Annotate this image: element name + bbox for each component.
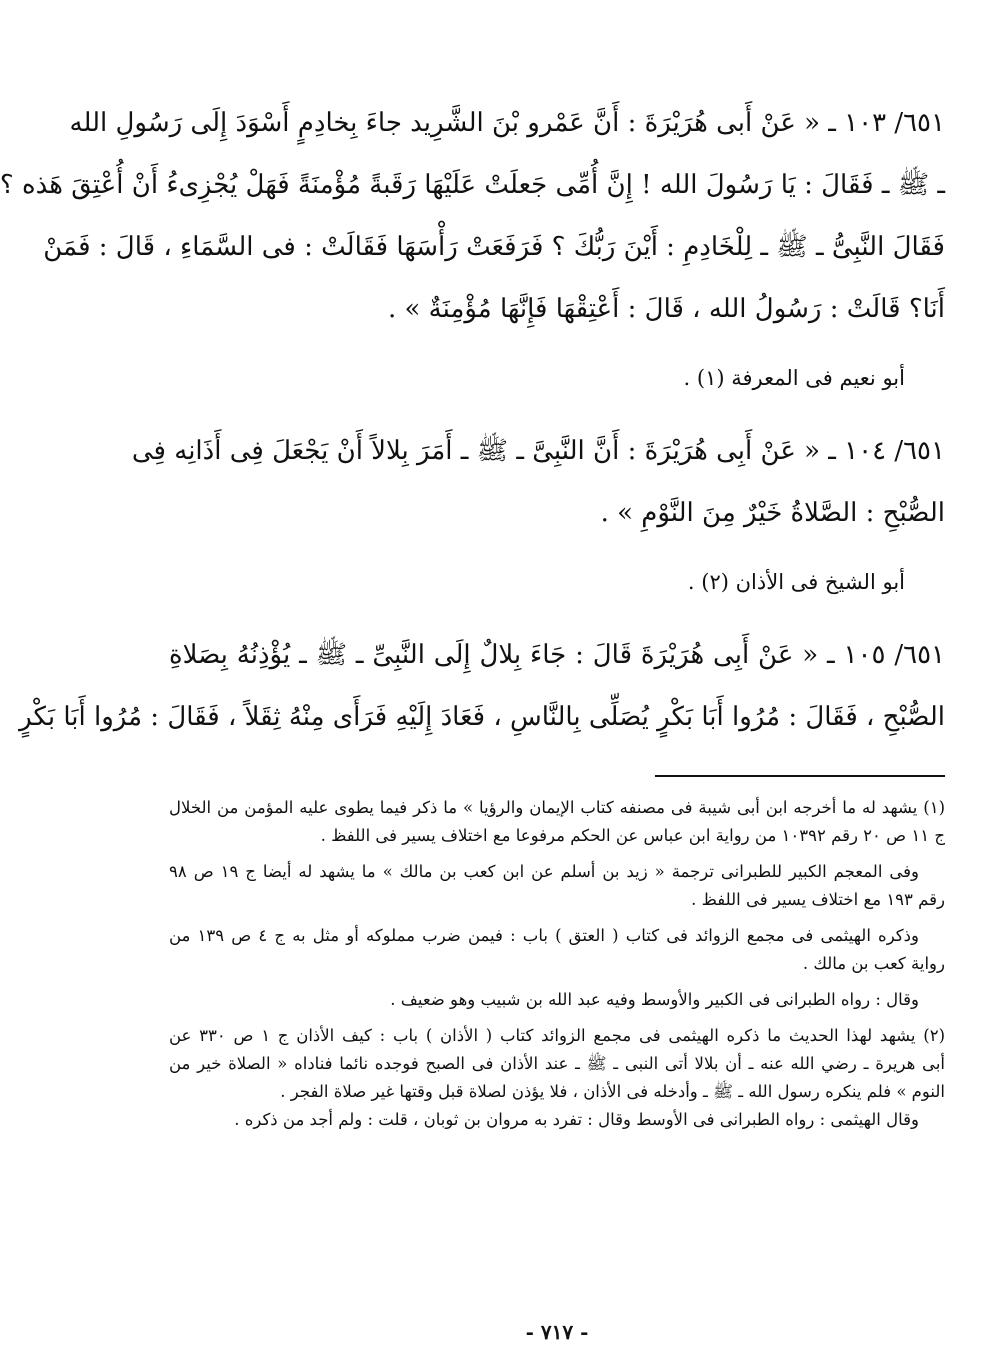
footnote-line: أبى هريرة ـ رضي الله عنه ـ أن بلالا أتى النبى ـ ﷺ ـ عند الأذان فى الصبح فوجده نائما فناداه « الصلاة خير من [169,1054,945,1073]
hadith-line: أَنَا؟ قَالَتْ : رَسُولُ الله ، قَالَ : أَعْتِقْهَا فَإِنَّهَا مُؤْمِنَةٌ » . [387,294,945,324]
footnote-line: (٢) يشهد لهذا الحديث ما ذكره الهيثمى فى مجمع الزوائد كتاب ( الأذان ) باب : كيف الأذان ج ١ ص ٣٣٠ عن [169,1026,945,1045]
footnote-line: (١) يشهد له ما أخرجه ابن أبى شيبة فى مصنفه كتاب الإيمان والرؤيا » ما ذكر فيما يطوى عليه المؤمن من الخلال [169,798,945,817]
footnote-divider [655,775,945,777]
footnote-line: النوم » فلم ينكره رسول الله ـ ﷺ ـ وأدخله فى الأذان ، فلا يؤذن لصلاة قبل وقتها غير صلاة الفجر . [280,1082,945,1101]
page-number: - ٧١٧ - [525,1320,589,1344]
hadith-line: ـ ﷺ ـ فَقَالَ : يَا رَسُولَ الله ! إِنَّ أُمِّى جَعلَتْ عَلَيْهَا رَقَبةً مُؤْمنَةً فَهَلْ يُجْزِىءُ أَنْ أُعْتِقَ هَذه ؟ [0,170,945,200]
hadith-line: ٦٥١/ ١٠٥ ـ « عَنْ أَبِى هُرَيْرَةَ قَالَ : جَاءَ بِلالٌ إِلَى النَّبِىِّ ـ ﷺ ـ يُؤْذِنُهُ بِصَلاةِ [169,640,946,670]
footnote-line: رقم ١٩٣ مع اختلاف يسير فى اللفظ . [691,890,945,909]
footnote-line: رواية كعب بن مالك . [802,954,945,973]
hadith-line: الصُّبْحِ ، فَقَالَ : مُرُوا أَبَا بَكْرٍ يُصَلِّى بِالنَّاسِ ، فَعَادَ إِلَيْهِ فَرَأَى مِنْهُ ثِقَلاً ، فَقَالَ : مُرُوا أَبَا بَكْرٍ [19,702,945,732]
hadith-line: ٦٥١/ ١٠٤ ـ « عَنْ أَبِى هُرَيْرَةَ : أَنَّ النَّبِىَّ ـ ﷺ ـ أَمَرَ بِلالاً أَنْ يَجْعَلَ فِى أَذَانِه فِى [131,436,945,466]
hadith-line: فَقَالَ النَّبِىُّ ـ ﷺ ـ لِلْخَادِمِ : أَيْنَ رَبُّكَ ؟ فَرَفَعَتْ رَأْسَهَا فَقَالَتْ : فى السَّمَاءِ ، قَالَ : فَمَنْ [43,232,945,262]
footnote-line: وذكره الهيثمى فى مجمع الزوائد فى كتاب ( العتق ) باب : فيمن ضرب مملوكه أو مثل به ج ٤ ص ١٣٩ من [169,926,919,945]
footnotes [169,794,945,1134]
hadith-source: أبو الشيخ فى الأذان (٢) . [687,570,905,594]
footnote-line: وقال الهيثمى : رواه الطبرانى فى الأوسط وقال : تفرد به مروان بن ثوبان ، قلت : ولم أجد من ذكره . [234,1110,919,1129]
footnote-line: وقال : رواه الطبرانى فى الكبير والأوسط وفيه عبد الله بن شبيب وهو ضعيف . [390,990,919,1009]
hadith-line: الصُّبْحِ : الصَّلاةُ خَيْرٌ مِنَ النَّوْمِ » . [600,498,945,528]
hadith-line: ٦٥١/ ١٠٣ ـ « عَنْ أَبى هُرَيْرَةَ : أَنَّ عَمْرو بْنَ الشَّرِيد جاءَ بِخادِمٍ أَسْوَدَ إِلَى رَسُولِ الله [69,108,945,138]
footnote-line: ج ١١ ص ٢٠ رقم ١٠٣٩٢ من رواية ابن عباس عن الحكم مرفوعا مع اختلاف يسير فى اللفظ . [320,826,945,845]
hadith-source: أبو نعيم فى المعرفة (١) . [683,366,905,390]
main-text [0,92,946,748]
footnote-line: وفى المعجم الكبير للطبرانى ترجمة « زيد بن أسلم عن ابن كعب بن مالك » ما يشهد له أيضا ج ١٩ ص ٩٨ [169,862,919,881]
